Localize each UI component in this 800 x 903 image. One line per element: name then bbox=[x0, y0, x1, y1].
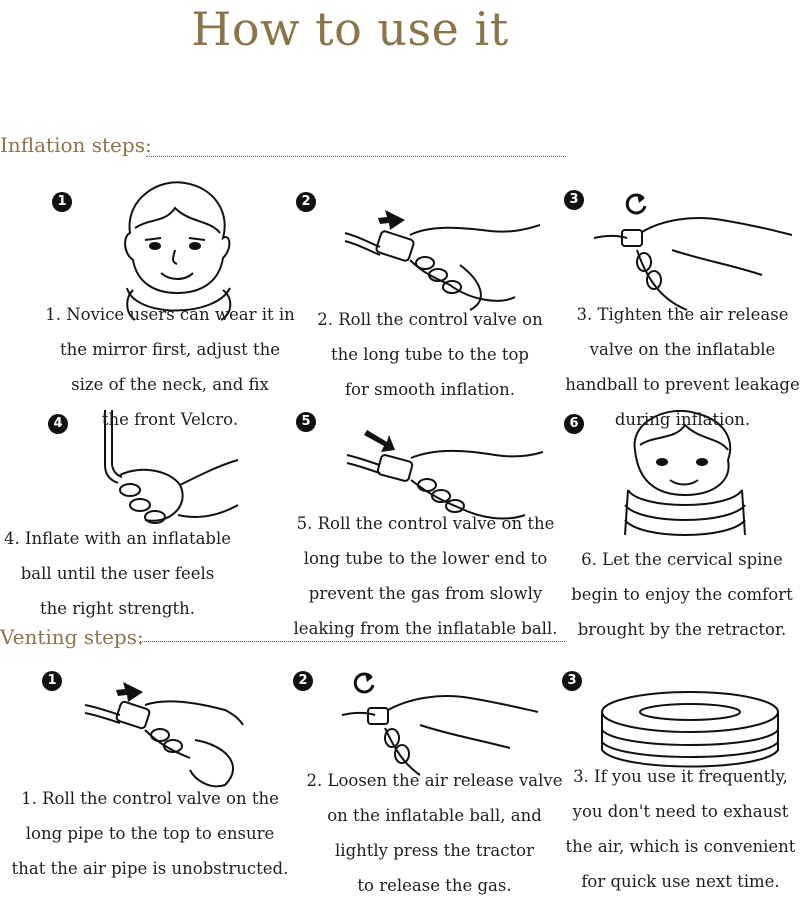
caption-line: the front Velcro. bbox=[101, 410, 239, 429]
inflation-step-2-caption bbox=[300, 302, 560, 407]
venting-heading bbox=[0, 625, 144, 649]
inflation-step-3-caption bbox=[560, 297, 800, 437]
step-badge-4: 4 bbox=[48, 414, 68, 434]
caption-line: brought by the retractor. bbox=[577, 620, 787, 639]
caption-line: the mirror first, adjust the bbox=[59, 340, 281, 359]
caption-line: 4. Inflate with an inflatable bbox=[3, 529, 232, 548]
inflation-step-1-caption bbox=[25, 297, 315, 437]
caption-line: 2. Roll the control valve on bbox=[317, 310, 543, 329]
inflation-step-6-caption bbox=[562, 542, 800, 647]
caption-line: for smooth inflation. bbox=[344, 380, 516, 399]
venting-step-1-caption bbox=[5, 781, 295, 886]
caption-line: 6. Let the cervical spine bbox=[581, 550, 783, 569]
caption-line: the air, which is convenient bbox=[565, 837, 796, 856]
caption-line: to release the gas. bbox=[357, 876, 512, 895]
venting-step-3-caption bbox=[558, 759, 800, 899]
step-badge-1: 1 bbox=[52, 192, 72, 212]
caption-line: long tube to the lower end to bbox=[303, 549, 548, 568]
vent-step-badge-1: 1 bbox=[42, 671, 62, 691]
caption-line: valve on the inflatable bbox=[589, 340, 776, 359]
step-badge-3: 3 bbox=[564, 190, 584, 210]
inflation-step-5-caption bbox=[288, 506, 563, 646]
caption-line: for quick use next time. bbox=[581, 872, 780, 891]
hand-valve-arrow-left-icon bbox=[340, 205, 540, 315]
inflation-divider bbox=[146, 156, 566, 157]
caption-line: begin to enjoy the comfort bbox=[571, 585, 793, 604]
caption-line: 5. Roll the control valve on the bbox=[296, 514, 555, 533]
caption-line: 1. Roll the control valve on the bbox=[21, 789, 279, 808]
caption-line: that the air pipe is unobstructed. bbox=[11, 859, 289, 878]
caption-line: long pipe to the top to ensure bbox=[25, 824, 275, 843]
caption-line: 3. If you use it frequently, bbox=[573, 767, 788, 786]
inflation-heading-label: Inflation steps: bbox=[0, 133, 152, 157]
caption-line: lightly press the tractor bbox=[335, 841, 534, 860]
caption-line: during inflation. bbox=[614, 410, 751, 429]
hand-valve-vent-icon bbox=[85, 680, 245, 790]
inflation-step-4-caption bbox=[0, 521, 235, 626]
caption-line: leaking from the inflatable ball. bbox=[293, 619, 558, 638]
caption-line: you don't need to exhaust bbox=[572, 802, 789, 821]
vent-step-badge-3: 3 bbox=[562, 671, 582, 691]
venting-step-2-caption bbox=[302, 763, 567, 903]
page-title: How to use it bbox=[191, 2, 509, 56]
vent-step-badge-2: 2 bbox=[293, 671, 313, 691]
venting-heading-label: Venting steps: bbox=[0, 625, 144, 649]
caption-line: ball until the user feels bbox=[20, 564, 215, 583]
caption-line: handball to prevent leakage bbox=[565, 375, 800, 394]
caption-line: on the inflatable ball, and bbox=[327, 806, 542, 825]
caption-line: the long tube to the top bbox=[331, 345, 529, 364]
caption-line: 1. Novice users can wear it in bbox=[45, 305, 295, 324]
caption-line: 3. Tighten the air release bbox=[576, 305, 789, 324]
step-badge-6: 6 bbox=[564, 414, 584, 434]
step-badge-2: 2 bbox=[296, 192, 316, 212]
caption-line: the right strength. bbox=[40, 599, 195, 618]
step-badge-5: 5 bbox=[296, 412, 316, 432]
caption-line: 2. Loosen the air release valve bbox=[306, 771, 563, 790]
inflation-heading bbox=[0, 133, 152, 157]
caption-line: size of the neck, and fix bbox=[71, 375, 269, 394]
collar-product-icon bbox=[598, 690, 783, 770]
caption-line: prevent the gas from slowly bbox=[308, 584, 543, 603]
